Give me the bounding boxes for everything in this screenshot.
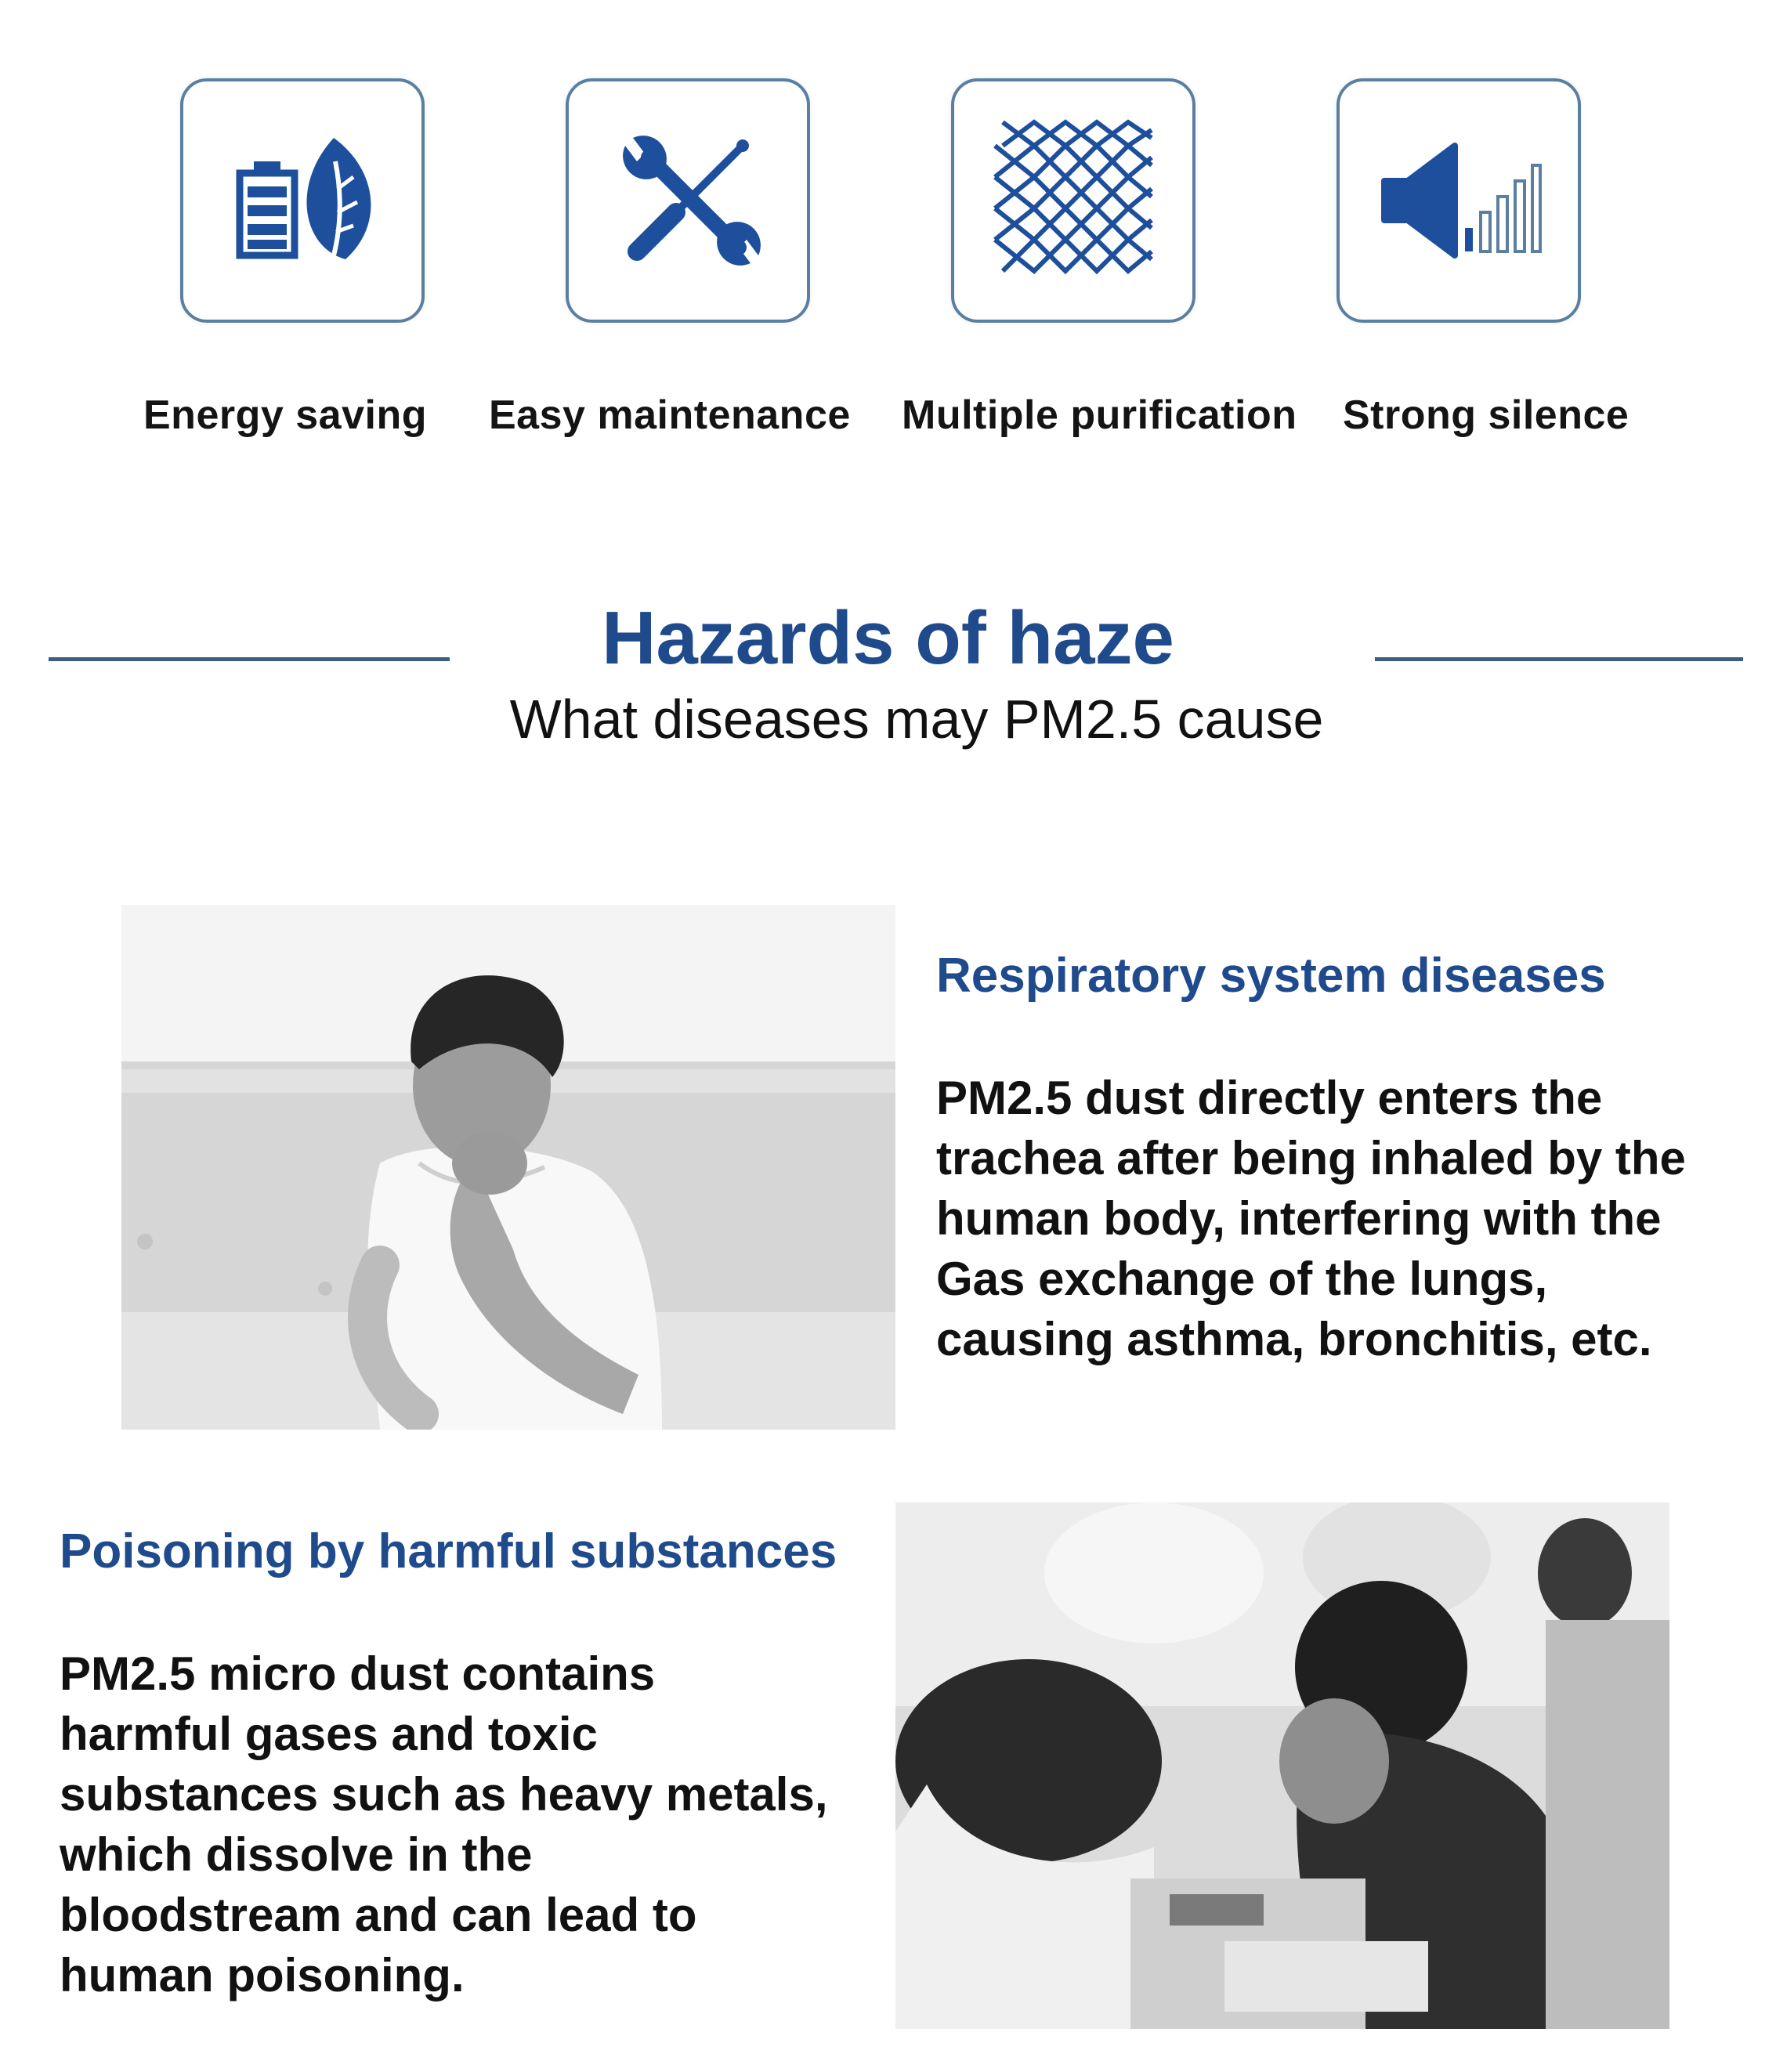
feature-label-multiple-purification: Multiple purification bbox=[902, 392, 1297, 438]
disease-text-poisoning bbox=[60, 1643, 828, 2005]
disease-title-poisoning: Poisoning by harmful substances bbox=[60, 1524, 837, 1578]
disease-text-line: human body, interfering with the bbox=[936, 1192, 1662, 1245]
wrench-screwdriver-icon bbox=[602, 114, 774, 287]
disease-text-line: substances such as heavy metals, bbox=[60, 1768, 828, 1821]
feature-label-energy-saving: Energy saving bbox=[143, 392, 427, 438]
strong-silence-feature bbox=[1337, 78, 1581, 323]
disease-text-line: causing asthma, bronchitis, etc. bbox=[936, 1313, 1652, 1365]
disease-text-line: bloodstream and can lead to bbox=[60, 1889, 697, 1941]
feature-label-strong-silence: Strong silence bbox=[1343, 392, 1630, 438]
photo-hospital-patients bbox=[895, 1502, 1669, 2029]
photo-man-coughing bbox=[121, 905, 895, 1430]
easy-maintenance-feature bbox=[566, 78, 810, 323]
multiple-purification-feature bbox=[951, 78, 1195, 323]
disease-text-line: human poisoning. bbox=[60, 1949, 465, 2001]
disease-text-respiratory bbox=[936, 1068, 1686, 1369]
battery-leaf-icon bbox=[216, 114, 389, 287]
disease-text-line: which dissolve in the bbox=[60, 1828, 533, 1881]
disease-text-line: PM2.5 dust directly enters the bbox=[936, 1072, 1603, 1124]
section-subtitle: What diseases may PM2.5 cause bbox=[509, 689, 1324, 750]
section-title: Hazards of haze bbox=[602, 596, 1174, 680]
energy-saving-feature bbox=[180, 78, 425, 323]
disease-text-line: Gas exchange of the lungs, bbox=[936, 1253, 1548, 1305]
feature-label-easy-maintenance: Easy maintenance bbox=[489, 392, 851, 438]
disease-text-line: trachea after being inhaled by the bbox=[936, 1132, 1686, 1184]
disease-text-line: PM2.5 micro dust contains bbox=[60, 1647, 656, 1700]
mesh-filter-icon bbox=[987, 114, 1159, 287]
disease-title-respiratory: Respiratory system diseases bbox=[936, 949, 1606, 1003]
disease-text-line: harmful gases and toxic bbox=[60, 1708, 598, 1760]
speaker-volume-icon bbox=[1373, 114, 1545, 287]
